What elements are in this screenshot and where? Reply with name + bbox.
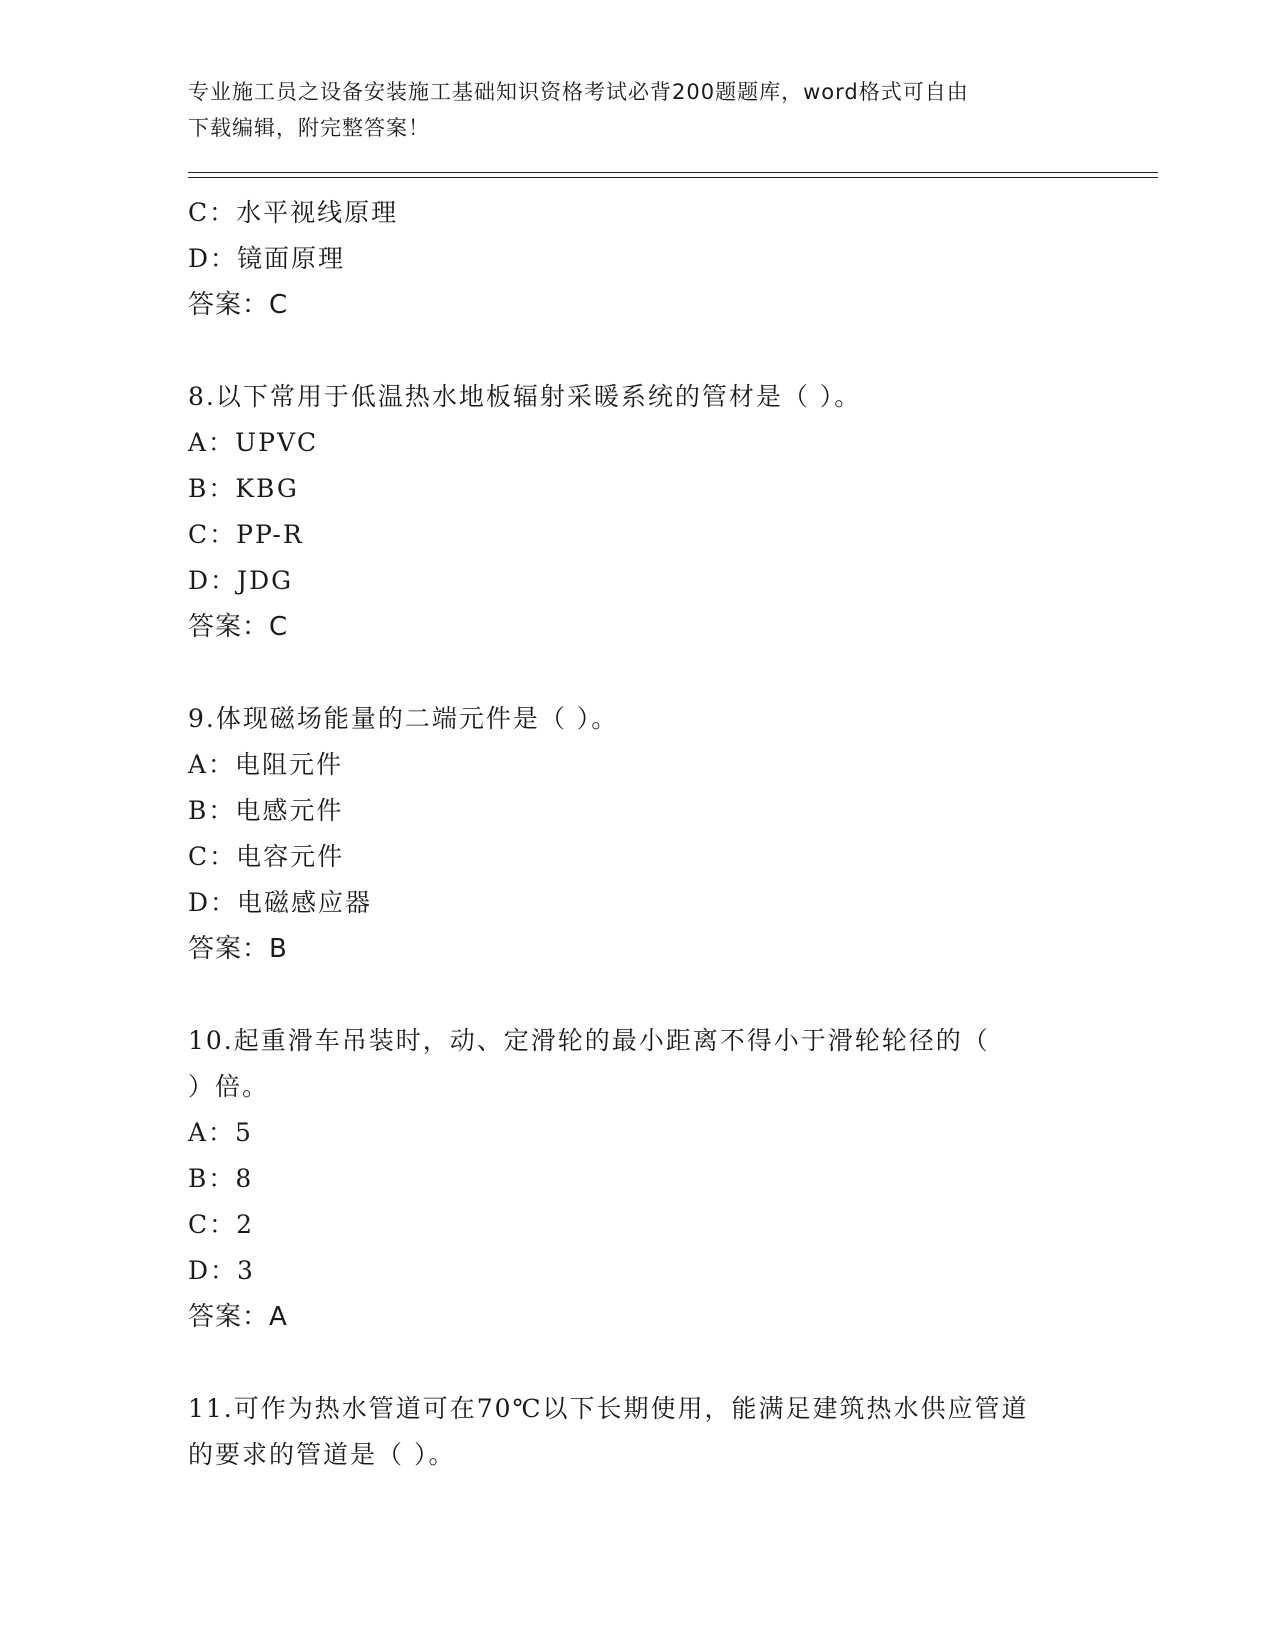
spacer xyxy=(188,1340,1088,1386)
spacer xyxy=(188,972,1088,1018)
option-d: D：镜面原理 xyxy=(188,244,346,273)
question-8 xyxy=(188,374,1088,650)
option-d: D：JDG xyxy=(188,566,294,595)
header-line-2: 下载编辑，附完整答案！ xyxy=(188,116,430,140)
answer-line: 答案：A xyxy=(188,1302,288,1332)
question-text: 9.体现磁场能量的二端元件是（ ）。 xyxy=(188,704,619,733)
option-b: B：KBG xyxy=(188,474,299,503)
option-b: B：电感元件 xyxy=(188,796,344,825)
question-text: 8.以下常用于低温热水地板辐射采暖系统的管材是（ ）。 xyxy=(188,382,862,411)
question-11 xyxy=(188,1386,1088,1478)
option-b: B：8 xyxy=(188,1164,254,1193)
question-text-line-1: 10.起重滑车吊装时，动、定滑轮的最小距离不得小于滑轮轮径的（ xyxy=(188,1026,990,1055)
option-a: A：UPVC xyxy=(188,428,319,457)
option-a: A：电阻元件 xyxy=(188,750,344,779)
question-9 xyxy=(188,696,1088,972)
answer-line: 答案：C xyxy=(188,612,289,642)
question-10 xyxy=(188,1018,1088,1340)
header-line-1: 专业施工员之设备安装施工基础知识资格考试必背200题题库，word格式可自由 xyxy=(188,80,969,104)
header-rule-bottom xyxy=(188,177,1158,178)
question-text-line-2: ）倍。 xyxy=(188,1072,270,1101)
answer-line: 答案：C xyxy=(188,290,289,320)
option-c: C：水平视线原理 xyxy=(188,198,399,227)
option-d: D：3 xyxy=(188,1256,255,1285)
document-header xyxy=(188,74,1088,146)
spacer xyxy=(188,328,1088,374)
option-d: D：电磁感应器 xyxy=(188,888,373,917)
question-text-line-2: 的要求的管道是（ ）。 xyxy=(188,1440,456,1469)
header-rule-top xyxy=(188,172,1158,173)
question-7-tail xyxy=(188,190,1088,328)
option-a: A：5 xyxy=(188,1118,253,1147)
option-c: C：2 xyxy=(188,1210,255,1239)
answer-line: 答案：B xyxy=(188,934,288,964)
spacer xyxy=(188,650,1088,696)
option-c: C：电容元件 xyxy=(188,842,345,871)
option-c: C：PP-R xyxy=(188,520,304,549)
question-content xyxy=(188,190,1088,1478)
question-text-line-1: 11.可作为热水管道可在70℃以下长期使用，能满足建筑热水供应管道 xyxy=(188,1394,1029,1423)
